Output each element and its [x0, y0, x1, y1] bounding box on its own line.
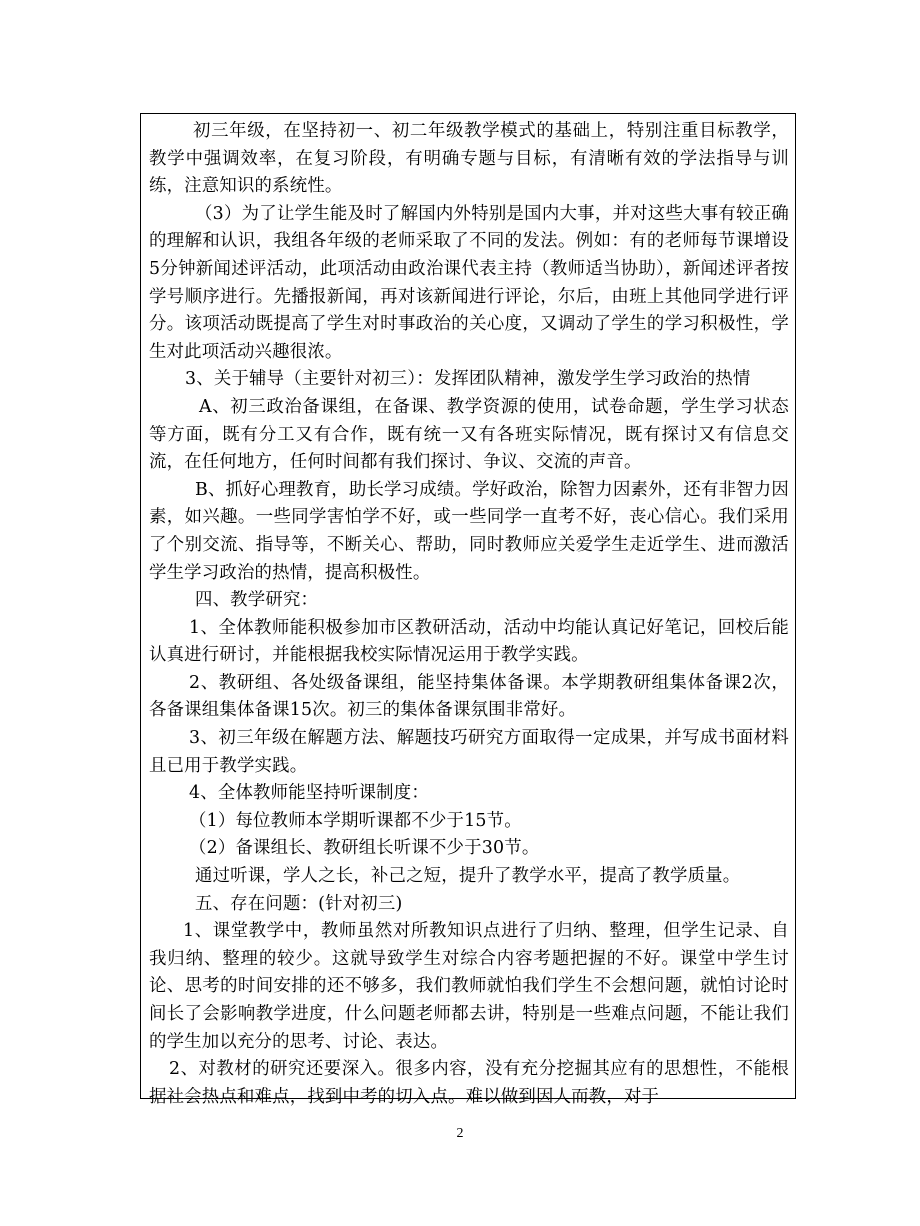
- paragraph-16: 2、对教材的研究还要深入。很多内容，没有充分挖掘其应有的思想性，不能根据社会热点和难点，找到中考的切入点。难以做到因人而教，对于: [149, 1059, 789, 1107]
- paragraph-3: 3、关于辅导（主要针对初三）：发挥团队精神，激发学生学习政治的热情: [185, 369, 751, 390]
- paragraph-7: 1、全体教师能积极参加市区教研活动，活动中均能认真记好笔记，回校后能认真进行研讨，并能根据我校实际情况运用于教学实践。: [149, 617, 789, 666]
- paragraph-1: 初三年级，在坚持初一、初二年级教学模式的基础上，特别注重目标教学，教学中强调效率，在复习阶段，有明确专题与目标，有清晰有效的学法指导与训练，注意知识的系统性。: [149, 121, 789, 197]
- paragraph-9: 3、初三年级在解题方法、解题技巧研究方面取得一定成果，并写成书面材料且已用于教学实践。: [149, 728, 789, 776]
- paragraph-10: 4、全体教师能坚持听课制度：: [189, 783, 429, 804]
- document-body: [149, 118, 789, 1111]
- paragraph-15: 1、课堂教学中，教师虽然对所教知识点进行了归纳、整理，但学生记录、自我归纳、整理的较少。这就导致学生对综合内容考题把握的不好。课堂中学生讨论、思考的时间安排的还不够多，我们教师就怕我们学生不会想问题，就怕讨论时间长了会影响教学进度，什么问题老师都去讲，特别是一些难点问题，不能让我们的学生加以充分的思考、讨论、表达。: [149, 921, 789, 1052]
- content-frame: [140, 113, 796, 1107]
- paragraph-13: 通过听课，学人之长，补己之短，提升了教学水平，提高了教学质量。: [195, 866, 741, 887]
- paragraph-12: （2）备课组长、教研组长听课不少于30节。: [189, 838, 540, 859]
- paragraph-14: 五、存在问题：(针对初三): [195, 893, 403, 914]
- paragraph-8: 2、教研组、各处级备课组，能坚持集体备课。本学期教研组集体备课2次，各备课组集体备课15次。初三的集体备课氛围非常好。: [149, 672, 789, 721]
- paragraph-4: A、初三政治备课组，在备课、教学资源的使用，试卷命题，学生学习状态等方面，既有分工又有合作，既有统一又有各班实际情况，既有探讨又有信息交流，在任何地方，任何时间都有我们探讨、争议、交流的声音。: [149, 396, 789, 473]
- paragraph-6: 四、教学研究：: [195, 590, 319, 611]
- page-number: 2: [456, 1126, 464, 1141]
- paragraph-5: B、抓好心理教育，助长学习成绩。学好政治，除智力因素外，还有非智力因素，如兴趣。一些同学害怕学不好，或一些同学一直考不好，丧心信心。我们采用了个别交流、指导等，不断关心、帮助，同时教师应关爱学生走近学生、进而激活学生学习政治的热情，提高积极性。: [149, 479, 789, 583]
- paragraph-11: （1）每位教师本学期听课都不少于15节。: [189, 810, 522, 831]
- paragraph-2: （3）为了让学生能及时了解国内外特别是国内大事，并对这些大事有较正确的理解和认识，我组各年级的老师采取了不同的发法。例如：有的老师每节课增设5分钟新闻述评活动，此项活动由政治课代表主持（教师适当协助），新闻述评者按学号顺序进行。先播报新闻，再对该新闻进行评论，尔后，由班上其他同学进行评分。该项活动既提高了学生对时事政治的关心度，又调动了学生的学习积极性，学生对此项活动兴趣很浓。: [149, 203, 789, 362]
